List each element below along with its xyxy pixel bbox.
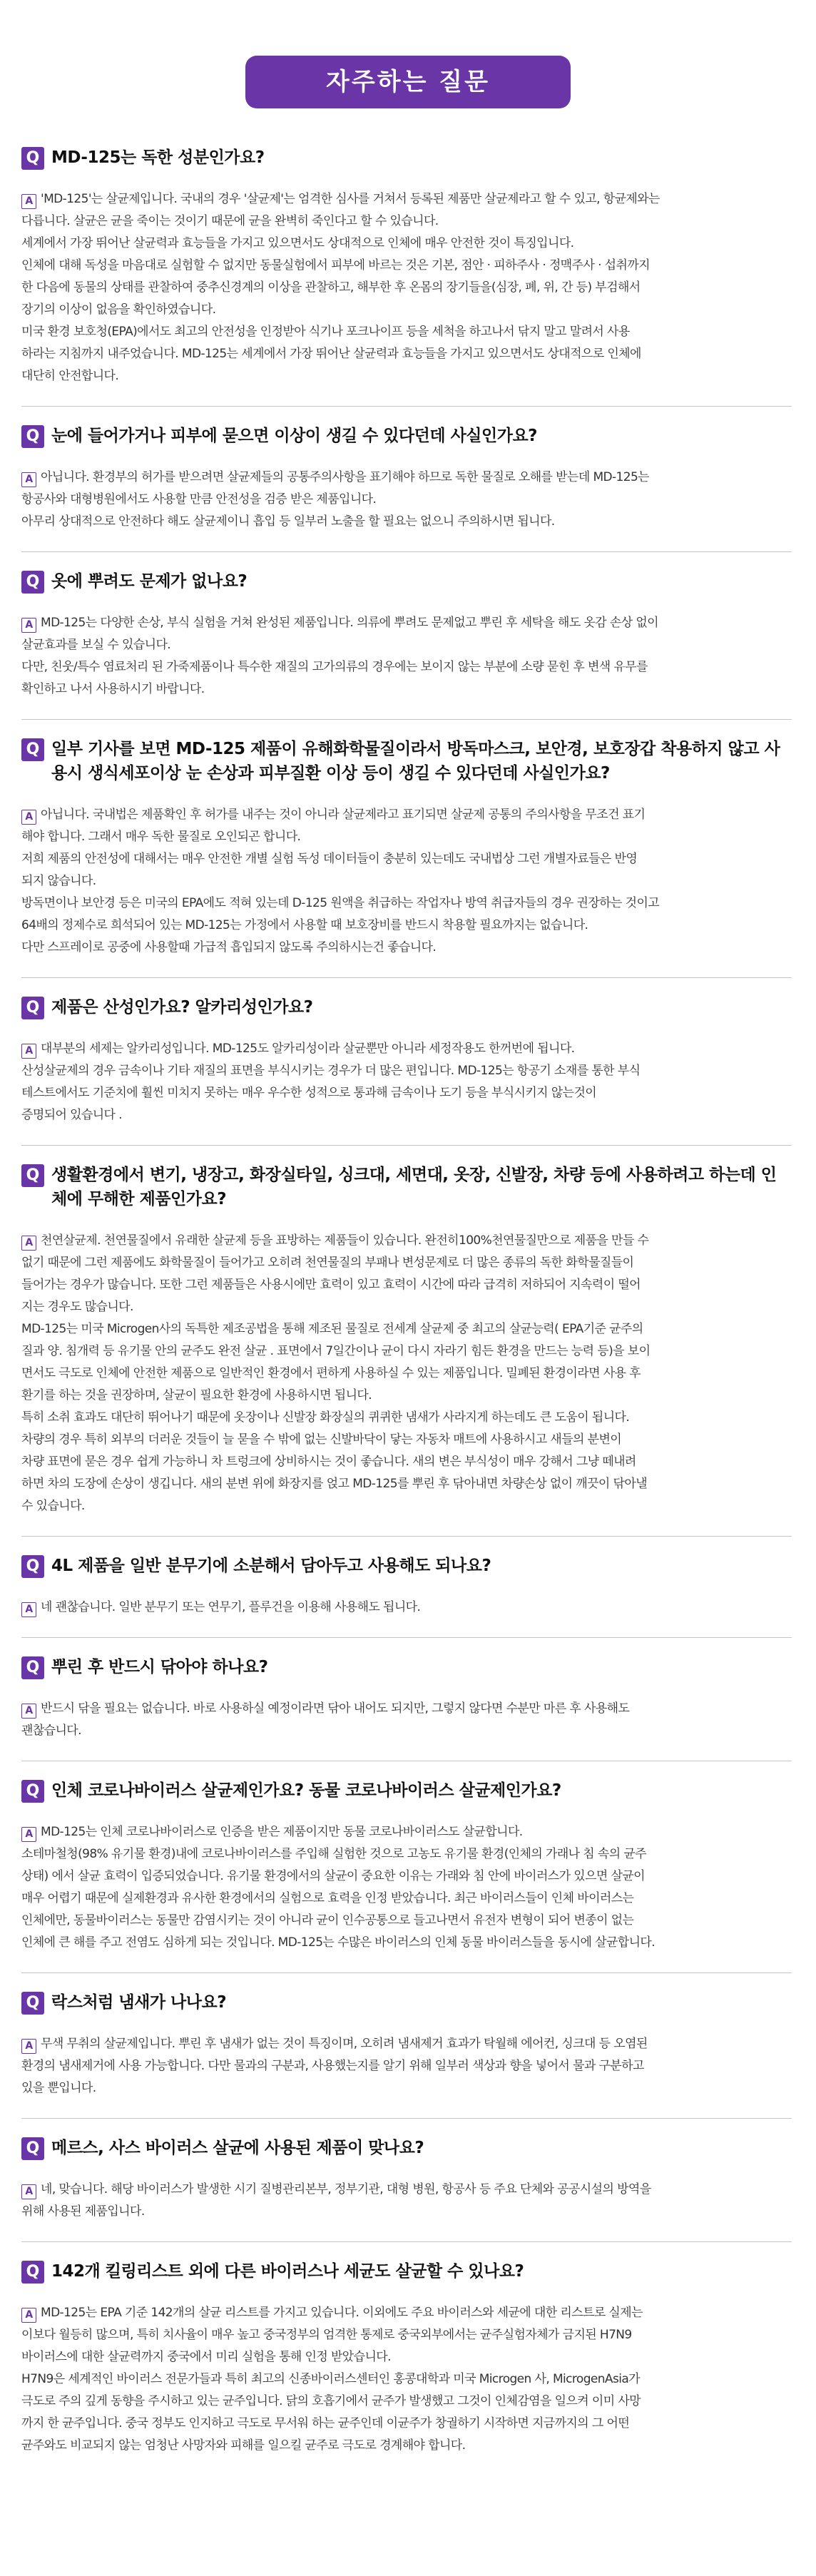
- answer-text: 저희 제품의 안전성에 대해서는 매우 안전한 개별 실험 독성 데이터들이 충분히 있는데도 국내법상 그런 개별자료들은 반영: [21, 852, 638, 866]
- question-row: [21, 995, 792, 1019]
- question-row: [21, 1163, 792, 1211]
- answer-text: 'MD-125'는 살균제입니다. 국내의 경우 '살균제'는 엄격한 심사를 거쳐서 등록된 제품만 살균제라고 할 수 있고, 항균제와는: [41, 192, 660, 206]
- answer-line: [21, 2435, 792, 2457]
- answer-text: 면서도 극도로 인체에 안전한 제품으로 일반적인 환경에서 편하게 사용하실 수 있는 제품입니다. 밀폐된 환경이라면 사용 후: [21, 1366, 641, 1380]
- answer-text: 64배의 정제수로 희석되어 있는 MD-125는 가정에서 사용할 때 보호장비를 반드시 착용할 필요까지는 없습니다.: [21, 918, 588, 932]
- faq-item: [21, 719, 792, 959]
- question-text: 뿌린 후 반드시 닦아야 하나요?: [51, 1658, 268, 1676]
- answer-line: [21, 343, 792, 365]
- answer-icon: A: [21, 1602, 36, 1617]
- answer-line: [21, 2391, 792, 2413]
- faq-item: [21, 1145, 792, 1517]
- answer-icon: A: [21, 1044, 36, 1059]
- answer-icon: A: [21, 194, 36, 209]
- answer-text: 괜찮습니다.: [21, 1724, 81, 1738]
- answer-text: MD-125는 EPA 기준 142개의 살균 리스트를 가지고 있습니다. 이외에도 주요 바이러스와 세균에 대한 리스트로 실제는: [41, 2306, 643, 2320]
- question-row: [21, 1655, 792, 1679]
- answer-text: 인체에 큰 해를 주고 전염도 심하게 되는 것입니다. MD-125는 수많은 바이러스의 인체 동물 바이러스들을 동시에 살균합니다.: [21, 1935, 656, 1950]
- answer-text: 대부분의 세제는 알카리성입니다. MD-125도 알카리성이라 살균뿐만 아니라 세정작용도 한꺼번에 됩니다.: [41, 1042, 575, 1056]
- answer-line: [21, 1340, 792, 1363]
- question-icon: Q: [21, 1780, 44, 1803]
- answer-text: 이보다 월등히 많으며, 특히 치사율이 매우 높고 중국정부의 엄격한 통제로 중국외부에서는 균주실험자체가 금지된 H7N9: [21, 2328, 632, 2342]
- answer-text: 다만 스프레이로 공중에 사용할때 가급적 흡입되지 않도록 주의하시는건 좋습니다.: [21, 940, 437, 954]
- answer-line: [21, 1296, 792, 1318]
- answer-text: 아닙니다. 국내법은 제품확인 후 허가를 내주는 것이 아니라 살균제라고 표기되면 살균제 공통의 주의사항을 무조건 표기: [41, 808, 646, 822]
- answer-line: [21, 2324, 792, 2346]
- answer-line: [21, 1821, 792, 1843]
- answer-text: 까지 한 균주입니다. 중국 정부도 인지하고 극도로 무서워 하는 균주인데 이균주가 창궐하기 시작하면 지금까지의 그 어떤: [21, 2416, 630, 2430]
- answer-line: [21, 1038, 792, 1060]
- answer-line: [21, 2302, 792, 2324]
- answer-text: 하면 차의 도장에 손상이 생깁니다. 새의 분변 위에 화장지를 얹고 MD-125를 뿌린 후 닦아내면 차량손상 없이 깨끗이 닦아낼: [21, 1477, 648, 1491]
- question-icon: Q: [21, 1992, 44, 2015]
- answer-icon: A: [21, 810, 36, 825]
- answer-text: 한 다음에 동물의 상태를 관찰하여 중추신경계의 이상을 관찰하고, 해부한 후 온몸의 장기들을(심장, 폐, 위, 간 등) 부검해서: [21, 280, 641, 295]
- answer-line: [21, 1932, 792, 1954]
- faq-item: [21, 2241, 792, 2457]
- answer-line: [21, 1407, 792, 1429]
- answer-text: 지는 경우도 많습니다.: [21, 1300, 133, 1314]
- answer-text: 되지 않습니다.: [21, 874, 96, 888]
- answer-line: [21, 365, 792, 387]
- question-row: [21, 737, 792, 785]
- answer-text: 네 괜찮습니다. 일반 분무기 또는 연무기, 플루건을 이용해 사용해도 됩니다.: [41, 1600, 421, 1614]
- answer-text: 없기 때문에 그런 제품에도 화학물질이 들어가고 오히려 천연물질의 부패나 변성문제로 더 많은 종류의 독한 화학물질들이: [21, 1256, 634, 1270]
- answer-text: 소테마철청(98% 유기물 환경)내에 코로나바이러스를 주입해 실험한 것으로 고농도 유기물 환경(인체의 가래나 침 속의 균주: [21, 1847, 646, 1861]
- answer-text: 환기를 하는 것을 권장하며, 살균이 필요한 환경에 사용하시면 됩니다.: [21, 1388, 372, 1402]
- question-icon: Q: [21, 2137, 44, 2160]
- faq-item: [21, 1637, 792, 1742]
- answer-block: [21, 1698, 792, 1742]
- answer-icon: A: [21, 2184, 36, 2199]
- answer-line: [21, 2413, 792, 2435]
- answer-line: [21, 2179, 792, 2201]
- question-icon: Q: [21, 571, 44, 594]
- answer-line: [21, 2201, 792, 2223]
- question-icon: Q: [21, 738, 44, 761]
- answer-line: [21, 489, 792, 511]
- question-text: 4L 제품을 일반 분무기에 소분해서 담아두고 사용해도 되나요?: [51, 1557, 491, 1575]
- answer-line: [21, 1429, 792, 1451]
- faq-item: [21, 977, 792, 1126]
- question-text: 생활환경에서 변기, 냉장고, 화장실타일, 싱크대, 세면대, 옷장, 신발장, 차량 등에 사용하려고 하는데 인체에 무해한 제품인가요?: [51, 1166, 777, 1208]
- answer-text: 무색 무취의 살균제입니다. 뿌린 후 냄새가 없는 것이 특징이며, 오히려 냄새제거 효과가 탁월해 에어컨, 싱크대 등 오염된: [41, 2037, 648, 2051]
- answer-line: [21, 804, 792, 826]
- question-icon: Q: [21, 147, 44, 170]
- faq-item: [21, 1972, 792, 2099]
- question-row: [21, 2136, 792, 2160]
- answer-block: [21, 2302, 792, 2457]
- answer-text: 극도로 주의 깊게 동향을 주시하고 있는 균주입니다. 닭의 호흡기에서 균주가 발생했고 그것이 인체감염을 일으켜 이미 사망: [21, 2394, 641, 2408]
- question-text: 142개 킬링리스트 외에 다른 바이러스나 세균도 살균할 수 있나요?: [51, 2262, 524, 2281]
- answer-text: 반드시 닦을 필요는 없습니다. 바로 사용하실 예정이라면 닦아 내어도 되지만, 그렇지 않다면 수분만 마른 후 사용해도: [41, 1701, 630, 1716]
- answer-text: 테스트에서도 기준치에 훨씬 미치지 못하는 매우 우수한 성적으로 통과해 금속이나 도기 등을 부식시키지 않는것이: [21, 1086, 597, 1100]
- answer-block: [21, 2179, 792, 2223]
- answer-text: 바이러스에 대한 살균력까지 중국에서 미리 실험을 통해 인정 받았습니다.: [21, 2350, 391, 2364]
- question-row: [21, 146, 792, 170]
- answer-line: [21, 612, 792, 634]
- answer-text: 방독면이나 보안경 등은 미국의 EPA에도 적혀 있는데 D-125 원액을 취급하는 작업자나 방역 취급자들의 경우 권장하는 것이고: [21, 896, 660, 910]
- question-icon: Q: [21, 1164, 44, 1187]
- answer-block: [21, 804, 792, 959]
- answer-text: 다릅니다. 살균은 균을 죽이는 것이기 때문에 균을 완벽히 죽인다고 할 수 있습니다.: [21, 214, 439, 228]
- answer-line: [21, 870, 792, 892]
- question-icon: Q: [21, 1555, 44, 1578]
- answer-line: [21, 1843, 792, 1865]
- question-text: 메르스, 사스 바이러스 살균에 사용된 제품이 맞나요?: [51, 2139, 424, 2157]
- question-row: [21, 2259, 792, 2284]
- answer-line: [21, 1363, 792, 1385]
- answer-text: 아닙니다. 환경부의 허가를 받으려면 살균제들의 공통주의사항을 표기해야 하므로 독한 물질로 오해를 받는데 MD-125는: [41, 470, 650, 484]
- answer-block: [21, 188, 792, 387]
- answer-icon: A: [21, 2039, 36, 2054]
- answer-text: 천연살균제. 천연물질에서 유래한 살균제 등을 표방하는 제품들이 있습니다. 완전히100%천연물질만으로 제품을 만들 수: [41, 1233, 649, 1248]
- answer-text: MD-125는 미국 Microgen사의 독특한 제조공법을 통해 제조된 물질로 전세계 살균제 중 최고의 살균능력( EPA기준 균주의: [21, 1322, 643, 1336]
- answer-text: 증명되어 있습니다 .: [21, 1108, 122, 1122]
- answer-line: [21, 1473, 792, 1495]
- answer-text: 항공사와 대형병원에서도 사용할 만큼 안전성을 검증 받은 제품입니다.: [21, 492, 377, 506]
- question-text: 일부 기사를 보면 MD-125 제품이 유해화학물질이라서 방독마스크, 보안경, 보호장갑 착용하지 않고 사용시 생식세포이상 눈 손상과 피부질환 이상 등이 생길 수 있다던데 사실인가요?: [51, 740, 780, 783]
- answer-text: 미국 환경 보호청(EPA)에서도 최고의 안전성을 인정받아 식기나 포크나이프 등을 세척을 하고나서 닦지 말고 말려서 사용: [21, 325, 630, 339]
- answer-block: [21, 1038, 792, 1126]
- answer-text: 인체에 대해 독성을 마음대로 실험할 수 없지만 동물실험에서 피부에 바르는 것은 기본, 점안 · 피하주사 · 정맥주사 · 섭취까지: [21, 258, 650, 273]
- answer-line: [21, 1385, 792, 1407]
- answer-icon: A: [21, 472, 36, 487]
- faq-item: [21, 2118, 792, 2223]
- question-row: [21, 424, 792, 448]
- answer-text: 위해 사용된 제품입니다.: [21, 2204, 145, 2219]
- answer-text: 수 있습니다.: [21, 1499, 85, 1513]
- question-icon: Q: [21, 997, 44, 1019]
- question-text: 인체 코로나바이러스 살균제인가요? 동물 코로나바이러스 살균제인가요?: [51, 1781, 561, 1800]
- answer-icon: A: [21, 1236, 36, 1251]
- question-text: 옷에 뿌려도 문제가 없나요?: [51, 572, 248, 591]
- question-icon: Q: [21, 1656, 44, 1679]
- answer-block: [21, 1230, 792, 1517]
- answer-text: 차량의 경우 특히 외부의 더러운 것들이 늘 묻을 수 밖에 없는 신발바닥이 닿는 자동차 매트에 사용하시고 새들의 분변이: [21, 1432, 622, 1447]
- answer-text: 산성살균제의 경우 금속이나 기타 재질의 표면을 부식시키는 경우가 더 많은 편입니다. MD-125는 항공기 소재를 통한 부식: [21, 1064, 641, 1078]
- answer-line: [21, 656, 792, 678]
- answer-text: 들어가는 경우가 많습니다. 또한 그런 제품들은 사용시에만 효력이 있고 효력이 시간에 따라 급격히 저하되어 지속력이 떨어: [21, 1278, 641, 1292]
- answer-text: 질과 양. 침개력 등 유기물 안의 균주도 완전 살균 . 표면에서 7일간이나 균이 다시 자라기 힘든 환경을 만드는 능력 등)을 보이: [21, 1344, 651, 1358]
- answer-block: [21, 467, 792, 533]
- answer-icon: A: [21, 1704, 36, 1719]
- answer-line: [21, 210, 792, 233]
- answer-line: [21, 826, 792, 848]
- answer-line: [21, 233, 792, 255]
- answer-icon: A: [21, 2308, 36, 2323]
- answer-text: 다만, 친웃/특수 염료처리 된 가죽제품이나 특수한 재질의 고가의류의 경우에는 보이지 않는 부분에 소량 묻힌 후 변색 유무를: [21, 660, 648, 674]
- question-row: [21, 1778, 792, 1803]
- question-row: [21, 1554, 792, 1578]
- answer-line: [21, 1318, 792, 1340]
- faq-item: [21, 406, 792, 533]
- answer-text: 확인하고 나서 사용하시기 바랍니다.: [21, 682, 205, 696]
- answer-line: [21, 277, 792, 299]
- answer-line: [21, 1274, 792, 1296]
- faq-item: [21, 1761, 792, 1954]
- answer-block: [21, 2033, 792, 2099]
- answer-line: [21, 634, 792, 656]
- answer-block: [21, 1821, 792, 1954]
- answer-line: [21, 1104, 792, 1126]
- faq-item: [21, 551, 792, 701]
- answer-text: 장기의 이상이 없음을 확인하였습니다.: [21, 302, 216, 317]
- answer-line: [21, 467, 792, 489]
- question-icon: Q: [21, 425, 44, 448]
- answer-line: [21, 1230, 792, 1252]
- question-text: MD-125는 독한 성분인가요?: [51, 148, 265, 167]
- answer-line: [21, 2346, 792, 2368]
- answer-line: [21, 1252, 792, 1274]
- answer-line: [21, 2033, 792, 2055]
- answer-line: [21, 255, 792, 277]
- answer-text: 인체에만, 동물바이러스는 동물만 감염시키는 것이 아니라 균이 인수공통으로 들고나면서 유전자 변형이 되어 변종이 없는: [21, 1913, 634, 1928]
- answer-text: 하라는 지침까지 내주었습니다. MD-125는 세계에서 가장 뛰어난 살균력과 효능들을 가지고 있으면서도 상대적으로 인체에: [21, 347, 641, 361]
- answer-line: [21, 848, 792, 870]
- answer-icon: A: [21, 618, 36, 633]
- answer-line: [21, 1082, 792, 1104]
- question-row: [21, 569, 792, 594]
- question-icon: Q: [21, 2261, 44, 2284]
- answer-text: 해야 합니다. 그래서 매우 독한 물질로 오인되곤 합니다.: [21, 830, 301, 844]
- answer-text: 균주와도 비교되지 않는 엄청난 사망자와 피해를 일으킬 균주로 극도로 경계해야 합니다.: [21, 2438, 466, 2453]
- answer-text: 상태) 에서 살균 효력이 입증되었습니다. 유기물 환경에서의 살균이 중요한 이유는 가래와 침 안에 바이러스가 있으면 살균이: [21, 1869, 645, 1883]
- answer-line: [21, 1888, 792, 1910]
- answer-line: [21, 1451, 792, 1473]
- answer-icon: A: [21, 1827, 36, 1842]
- answer-text: 대단히 안전합니다.: [21, 369, 119, 383]
- answer-line: [21, 915, 792, 937]
- page-title: 자주하는 질문: [245, 56, 571, 108]
- answer-line: [21, 937, 792, 959]
- question-text: 눈에 들어가거나 피부에 묻으면 이상이 생길 수 있다던데 사실인가요?: [51, 427, 538, 445]
- answer-line: [21, 2055, 792, 2077]
- answer-line: [21, 1060, 792, 1082]
- answer-line: [21, 678, 792, 701]
- answer-line: [21, 321, 792, 343]
- answer-text: H7N9은 세계적인 바이러스 전문가들과 특히 최고의 신종바이러스센터인 홍콩대학과 미국 Microgen 사, MicrogenAsia가: [21, 2372, 640, 2386]
- answer-line: [21, 1597, 792, 1619]
- answer-line: [21, 2368, 792, 2391]
- answer-line: [21, 511, 792, 533]
- answer-block: [21, 612, 792, 701]
- answer-text: 차량 표면에 묻은 경우 쉽게 가능하니 차 트렁크에 상비하시는 것이 좋습니다. 새의 변은 부식성이 매우 강해서 그냥 떼내려: [21, 1455, 636, 1469]
- answer-block: [21, 1597, 792, 1619]
- answer-text: 환경의 냄새제거에 사용 가능합니다. 다만 물과의 구분과, 사용했는지를 알기 위해 일부러 색상과 향을 넣어서 물과 구분하고: [21, 2059, 644, 2073]
- faq-item: [21, 1536, 792, 1619]
- answer-line: [21, 2077, 792, 2099]
- question-text: 제품은 산성인가요? 알카리성인가요?: [51, 998, 313, 1017]
- answer-line: [21, 1910, 792, 1932]
- faq-item: [21, 146, 792, 387]
- answer-text: 살균효과를 보실 수 있습니다.: [21, 638, 171, 652]
- answer-text: 네, 맞습니다. 해당 바이러스가 발생한 시기 질병관리본부, 정부기관, 대형 병원, 항공사 등 주요 단체와 공공시설의 방역을: [41, 2182, 651, 2196]
- answer-line: [21, 1720, 792, 1742]
- title-wrap: [0, 56, 816, 108]
- answer-line: [21, 892, 792, 915]
- answer-text: MD-125는 인체 코로나바이러스로 인증을 받은 제품이지만 동물 코로나바이러스도 살균합니다.: [41, 1825, 523, 1839]
- faq-list: [0, 146, 816, 2457]
- answer-text: 아무리 상대적으로 안전하다 해도 살균제이니 흡입 등 일부러 노출을 할 필요는 없으니 주의하시면 됩니다.: [21, 514, 555, 529]
- answer-line: [21, 1865, 792, 1888]
- answer-line: [21, 1698, 792, 1720]
- answer-text: 세계에서 가장 뛰어난 살균력과 효능들을 가지고 있으면서도 상대적으로 인체에 매우 안전한 것이 특징입니다.: [21, 236, 574, 250]
- answer-text: 매우 어렵기 때문에 실제환경과 유사한 환경에서의 실험으로 효력을 인정 받았습니다. 최근 바이러스들이 인체 바이러스는: [21, 1891, 634, 1905]
- answer-text: 있을 뿐입니다.: [21, 2081, 96, 2095]
- question-text: 락스처럼 냄새가 나나요?: [51, 1993, 227, 2012]
- answer-line: [21, 1495, 792, 1517]
- answer-text: MD-125는 다양한 손상, 부식 실험을 거쳐 완성된 제품입니다. 의류에 뿌려도 문제없고 뿌린 후 세탁을 해도 옷감 손상 없이: [41, 616, 659, 630]
- answer-line: [21, 299, 792, 321]
- question-row: [21, 1990, 792, 2015]
- answer-line: [21, 188, 792, 210]
- answer-text: 특히 소취 효과도 대단히 뛰어나기 때문에 옷장이나 신발장 화장실의 퀴퀴한 냄새가 사라지게 하는데도 큰 도움이 됩니다.: [21, 1410, 630, 1425]
